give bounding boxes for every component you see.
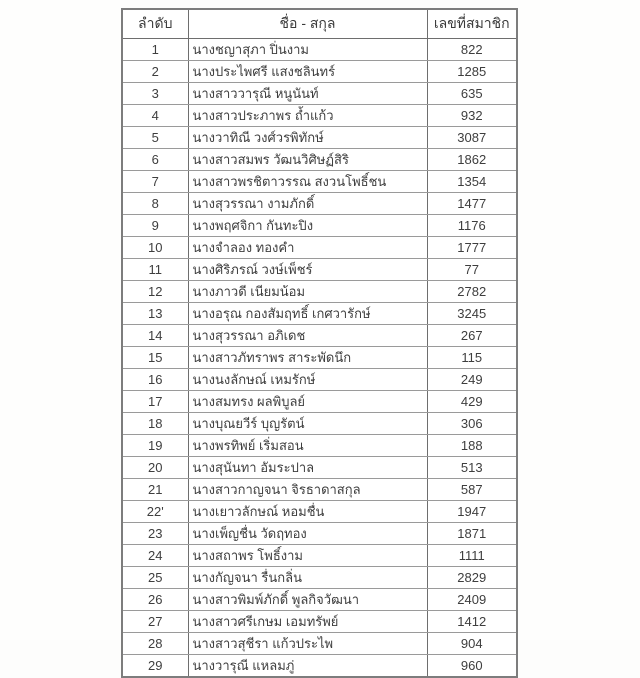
table-row bbox=[122, 82, 517, 104]
row-number-cell: 21 bbox=[122, 478, 188, 500]
member-number-cell: 635 bbox=[427, 82, 517, 104]
name-cell: นางบุณยวีร์ บุญรัตน์ bbox=[188, 412, 427, 434]
header-member-number: เลขที่สมาชิก bbox=[427, 9, 517, 38]
member-number-cell: 1871 bbox=[427, 522, 517, 544]
member-number-cell: 1862 bbox=[427, 148, 517, 170]
table-row bbox=[122, 412, 517, 434]
row-number-cell: 11 bbox=[122, 258, 188, 280]
table-row bbox=[122, 632, 517, 654]
table-row bbox=[122, 302, 517, 324]
table-row bbox=[122, 280, 517, 302]
row-number-cell: 8 bbox=[122, 192, 188, 214]
member-number-cell: 960 bbox=[427, 654, 517, 677]
member-number-cell: 306 bbox=[427, 412, 517, 434]
table-row bbox=[122, 522, 517, 544]
member-number-cell: 932 bbox=[427, 104, 517, 126]
member-number-cell: 1285 bbox=[427, 60, 517, 82]
name-cell: นางสาววารุณี หนูนันท์ bbox=[188, 82, 427, 104]
member-number-cell: 429 bbox=[427, 390, 517, 412]
name-cell: นางประไพศรี แสงชลินทร์ bbox=[188, 60, 427, 82]
table-row bbox=[122, 126, 517, 148]
name-cell: นางสาวประภาพร ถ้ำแก้ว bbox=[188, 104, 427, 126]
row-number-cell: 2 bbox=[122, 60, 188, 82]
header-name-surname: ชื่อ - สกุล bbox=[188, 9, 427, 38]
row-number-cell: 22' bbox=[122, 500, 188, 522]
name-cell: นางสาวพิมพ์ภักดิ์ พูลกิจวัฒนา bbox=[188, 588, 427, 610]
row-number-cell: 15 bbox=[122, 346, 188, 368]
name-cell: นางพรทิพย์ เริ่มสอน bbox=[188, 434, 427, 456]
table-row bbox=[122, 390, 517, 412]
name-cell: นางวารุณี แหลมภู่ bbox=[188, 654, 427, 677]
row-number-cell: 16 bbox=[122, 368, 188, 390]
member-number-cell: 2782 bbox=[427, 280, 517, 302]
name-cell: นางภาวดี เนียมน้อม bbox=[188, 280, 427, 302]
row-number-cell: 4 bbox=[122, 104, 188, 126]
table-row bbox=[122, 434, 517, 456]
name-cell: นางสาวกาญจนา จิรธาดาสกุล bbox=[188, 478, 427, 500]
row-number-cell: 20 bbox=[122, 456, 188, 478]
table-row bbox=[122, 588, 517, 610]
table-row bbox=[122, 544, 517, 566]
row-number-cell: 17 bbox=[122, 390, 188, 412]
row-number-cell: 23 bbox=[122, 522, 188, 544]
member-number-cell: 1947 bbox=[427, 500, 517, 522]
member-list-table bbox=[121, 8, 518, 678]
member-number-cell: 587 bbox=[427, 478, 517, 500]
table-row bbox=[122, 104, 517, 126]
name-cell: นางอรุณ กองสัมฤทธิ์ เกศวารักษ์ bbox=[188, 302, 427, 324]
name-cell: นางพฤศจิกา กันทะปิง bbox=[188, 214, 427, 236]
table-row bbox=[122, 38, 517, 60]
member-number-cell: 2829 bbox=[427, 566, 517, 588]
row-number-cell: 3 bbox=[122, 82, 188, 104]
member-number-cell: 249 bbox=[427, 368, 517, 390]
row-number-cell: 19 bbox=[122, 434, 188, 456]
name-cell: นางกัญจนา รื่นกลิ่น bbox=[188, 566, 427, 588]
name-cell: นางเยาวลักษณ์ หอมชื่น bbox=[188, 500, 427, 522]
name-cell: นางเพ็ญชื่น วัดฤทอง bbox=[188, 522, 427, 544]
member-number-cell: 822 bbox=[427, 38, 517, 60]
member-number-cell: 115 bbox=[427, 346, 517, 368]
table-header bbox=[122, 9, 517, 38]
name-cell: นางสุวรรณา อภิเดช bbox=[188, 324, 427, 346]
member-number-cell: 1176 bbox=[427, 214, 517, 236]
table-row bbox=[122, 500, 517, 522]
name-cell: นางสุวรรณา งามภักดิ์ bbox=[188, 192, 427, 214]
name-cell: นางสาวสมพร วัฒนวิศิษฏ์สิริ bbox=[188, 148, 427, 170]
name-cell: นางสุนันทา อัมระปาล bbox=[188, 456, 427, 478]
table-row bbox=[122, 192, 517, 214]
member-number-cell: 1354 bbox=[427, 170, 517, 192]
table-row bbox=[122, 170, 517, 192]
table-row bbox=[122, 236, 517, 258]
row-number-cell: 24 bbox=[122, 544, 188, 566]
row-number-cell: 27 bbox=[122, 610, 188, 632]
row-number-cell: 29 bbox=[122, 654, 188, 677]
table-row bbox=[122, 456, 517, 478]
member-number-cell: 1477 bbox=[427, 192, 517, 214]
name-cell: นางสาวพรชิตาวรรณ สงวนโพธิ์ชน bbox=[188, 170, 427, 192]
table-body bbox=[122, 38, 517, 677]
row-number-cell: 12 bbox=[122, 280, 188, 302]
member-number-cell: 1777 bbox=[427, 236, 517, 258]
table-row bbox=[122, 214, 517, 236]
member-number-cell: 2409 bbox=[427, 588, 517, 610]
member-number-cell: 188 bbox=[427, 434, 517, 456]
table-row bbox=[122, 654, 517, 677]
row-number-cell: 13 bbox=[122, 302, 188, 324]
name-cell: นางจำลอง ทองคำ bbox=[188, 236, 427, 258]
name-cell: นางวาทิณี วงศ์วรพิทักษ์ bbox=[188, 126, 427, 148]
header-row bbox=[122, 9, 517, 38]
name-cell: นางสมทรง ผลพิบูลย์ bbox=[188, 390, 427, 412]
row-number-cell: 1 bbox=[122, 38, 188, 60]
table-row bbox=[122, 566, 517, 588]
member-number-cell: 3245 bbox=[427, 302, 517, 324]
row-number-cell: 18 bbox=[122, 412, 188, 434]
row-number-cell: 28 bbox=[122, 632, 188, 654]
row-number-cell: 10 bbox=[122, 236, 188, 258]
row-number-cell: 25 bbox=[122, 566, 188, 588]
name-cell: นางศิริภรณ์ วงษ์เพ็ชร์ bbox=[188, 258, 427, 280]
row-number-cell: 6 bbox=[122, 148, 188, 170]
name-cell: นางสถาพร โพธิ์งาม bbox=[188, 544, 427, 566]
table-row bbox=[122, 346, 517, 368]
table-row bbox=[122, 368, 517, 390]
table-row bbox=[122, 148, 517, 170]
table-row bbox=[122, 324, 517, 346]
member-number-cell: 3087 bbox=[427, 126, 517, 148]
name-cell: นางสาวศรีเกษม เอมทรัพย์ bbox=[188, 610, 427, 632]
table-row bbox=[122, 60, 517, 82]
name-cell: นางสาวสุชีรา แก้วประไพ bbox=[188, 632, 427, 654]
member-number-cell: 513 bbox=[427, 456, 517, 478]
name-cell: นางนงลักษณ์ เหมรักษ์ bbox=[188, 368, 427, 390]
row-number-cell: 26 bbox=[122, 588, 188, 610]
name-cell: นางสาวภัทราพร สาระพัดนึก bbox=[188, 346, 427, 368]
member-number-cell: 1412 bbox=[427, 610, 517, 632]
member-number-cell: 904 bbox=[427, 632, 517, 654]
member-number-cell: 1111 bbox=[427, 544, 517, 566]
member-number-cell: 267 bbox=[427, 324, 517, 346]
row-number-cell: 9 bbox=[122, 214, 188, 236]
name-cell: นางชญาสุภา ปิ่นงาม bbox=[188, 38, 427, 60]
table-row bbox=[122, 478, 517, 500]
header-order-number: ลำดับ bbox=[122, 9, 188, 38]
row-number-cell: 14 bbox=[122, 324, 188, 346]
table-row bbox=[122, 258, 517, 280]
member-number-cell: 77 bbox=[427, 258, 517, 280]
table-row bbox=[122, 610, 517, 632]
row-number-cell: 5 bbox=[122, 126, 188, 148]
row-number-cell: 7 bbox=[122, 170, 188, 192]
